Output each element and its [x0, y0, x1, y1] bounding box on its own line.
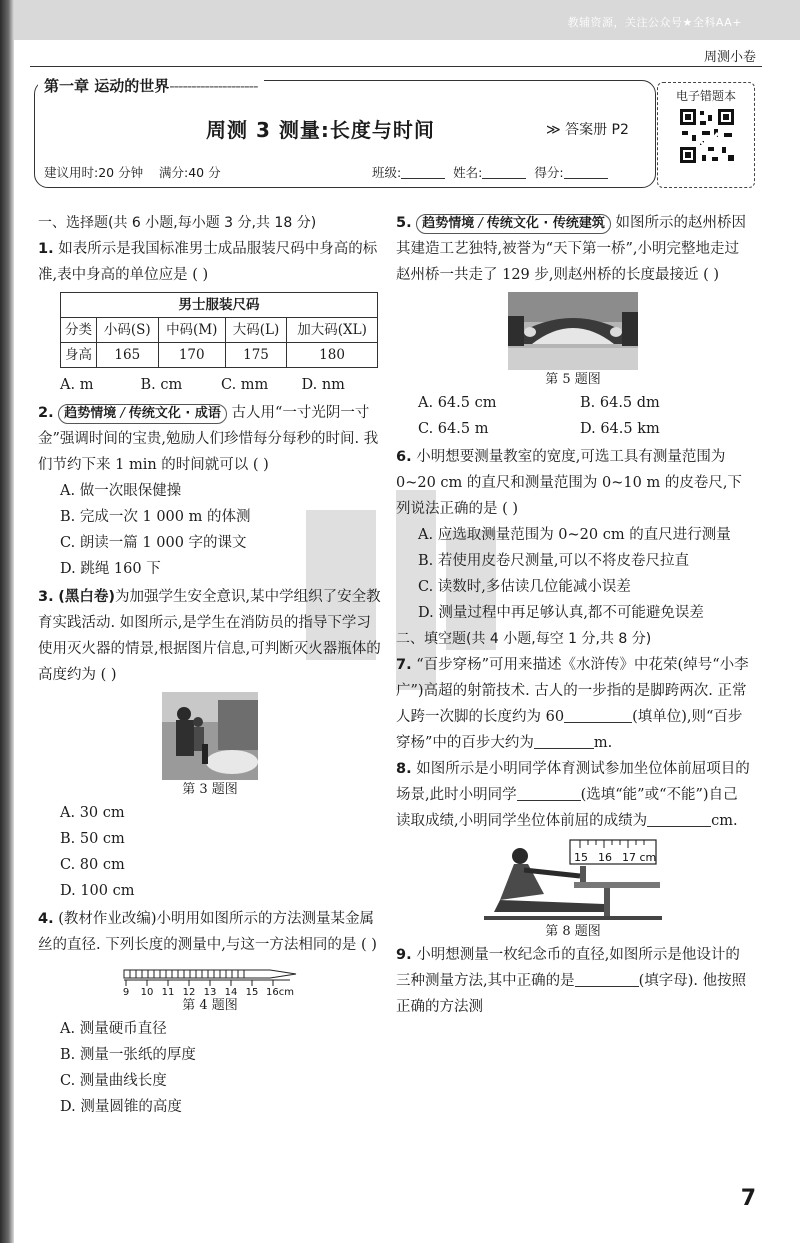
size-table-caption: 男士服装尺码 — [61, 293, 378, 318]
table-row-label: 身高 — [61, 343, 97, 368]
question-1 — [38, 236, 382, 398]
qr-code-icon[interactable] — [678, 107, 736, 165]
q4-text: 小明用如图所示的方法测量某金属丝的直径. 下列长度的测量中,与这一方法相同的是 — [38, 911, 375, 953]
right-column — [396, 210, 750, 1020]
q7-text-c: m. — [593, 735, 613, 751]
reach-ruler-label: 16 — [598, 851, 612, 864]
question-3 — [38, 584, 382, 904]
q4-option-b[interactable]: B. 测量一张纸的厚度 — [60, 1047, 196, 1063]
question-5 — [396, 210, 750, 442]
q5-option-b[interactable]: B. 64.5 dm — [580, 395, 660, 411]
name-blank[interactable] — [482, 166, 526, 179]
chapter-title: 第一章 运动的世界-------------------- — [38, 75, 264, 96]
q1-paren[interactable]: ( ) — [192, 267, 209, 283]
scan-edge — [0, 0, 14, 1243]
q9-number: 9. — [396, 947, 412, 963]
table-cell: 165 — [97, 343, 159, 368]
ruler-tick-label: 10 — [140, 987, 154, 996]
ruler-tick-label: 14 — [224, 987, 238, 996]
q9-blank-1[interactable] — [575, 972, 639, 987]
question-2 — [38, 400, 382, 582]
top-notice: 教辅资源，关注公众号★全科AA+ — [567, 16, 742, 29]
table-header-cell: 小码(S) — [97, 318, 159, 343]
q6-paren[interactable]: ( ) — [502, 501, 519, 517]
q8-number: 8. — [396, 761, 412, 777]
q3-option-b[interactable]: B. 50 cm — [60, 831, 125, 847]
q3-figure-caption: 第 3 题图 — [182, 782, 238, 797]
ruler-tick-label: 9 — [122, 987, 130, 996]
q1-option-a[interactable]: A. m — [60, 377, 94, 393]
chapter-dash: -------------------- — [169, 77, 258, 95]
q5-number: 5. — [396, 215, 412, 231]
q1-text: 如表所示是我国标准男士成品服装尺码中身高的标准,表中身高的单位应是 — [38, 241, 378, 283]
question-4 — [38, 906, 382, 1120]
q1-option-c[interactable]: C. mm — [221, 377, 269, 393]
q4-prefix: (教材作业改编) — [58, 911, 157, 927]
table-header-cell: 中码(M) — [158, 318, 225, 343]
q4-figure-caption: 第 4 题图 — [182, 998, 238, 1013]
q2-text: 古人用“一寸光阴一寸金”强调时间的宝贵,勉励人们珍惜每分每秒的时间. 我们节约下来 1 min 的时间就可以 — [38, 405, 379, 473]
class-blank[interactable] — [401, 166, 445, 179]
q3-option-a[interactable]: A. 30 cm — [60, 805, 125, 821]
q7-number: 7. — [396, 657, 412, 673]
q6-option-d[interactable]: D. 测量过程中再足够认真,都不可能避免误差 — [418, 605, 704, 621]
q8-figure-caption: 第 8 题图 — [545, 924, 601, 939]
reach-ruler-label: 15 — [574, 851, 588, 864]
q2-tag: 趋势情境 / 传统文化 · 成语 — [58, 404, 227, 424]
page-title: 周测 3 测量:长度与时间 — [206, 118, 435, 142]
q4-paren[interactable]: ( ) — [360, 937, 377, 953]
q5-options — [396, 390, 750, 442]
q3-prefix: (黑白卷) — [58, 589, 115, 605]
ruler-tick-label: 12 — [182, 987, 196, 996]
top-banner — [14, 0, 800, 40]
fire-extinguisher-photo — [162, 692, 258, 780]
q4-number: 4. — [38, 911, 54, 927]
q6-text: 小明想要测量教室的宽度,可选工具有测量范围为 0~20 cm 的直尺和测量范围为 0~10 m 的皮卷尺,下列说法正确的是 — [396, 449, 742, 517]
question-9 — [396, 942, 750, 1020]
q3-option-c[interactable]: C. 80 cm — [60, 857, 125, 873]
q1-option-d[interactable]: D. nm — [301, 377, 345, 393]
q3-text: 为加强学生安全意识,某中学组织了安全教育实践活动. 如图所示,是学生在消防员的指导下学习使用灭火器的情景,根据图片信息,可判断灭火器瓶体的高度约为 — [38, 589, 381, 683]
q4-option-c[interactable]: C. 测量曲线长度 — [60, 1073, 167, 1089]
q8-blank-2[interactable] — [647, 812, 711, 827]
q7-text-b: (填单位),则“百步穿杨”中的百步大约为 — [396, 709, 743, 751]
table-cell: 170 — [158, 343, 225, 368]
q5-option-d[interactable]: D. 64.5 km — [580, 421, 660, 437]
q6-option-c[interactable]: C. 读数时,多估读几位能减小误差 — [418, 579, 631, 595]
table-row — [61, 343, 378, 368]
q8-text-b: (选填“能”或“不能”)自己读取成绩,小明同学坐位体前屈的成绩为 — [396, 787, 738, 829]
qr-panel — [657, 82, 755, 188]
page-number: 7 — [740, 1186, 756, 1211]
q6-option-b[interactable]: B. 若使用皮卷尺测量,可以不将皮卷尺拉直 — [418, 553, 689, 569]
q1-number: 1. — [38, 241, 54, 257]
q7-blank-1[interactable] — [564, 708, 632, 723]
name-label: 姓名: — [453, 165, 483, 180]
q6-option-a[interactable]: A. 应选取测量范围为 0~20 cm 的直尺进行测量 — [418, 527, 731, 543]
size-table — [60, 292, 378, 368]
score-blank[interactable] — [564, 166, 608, 179]
section-choice: 一、选择题(共 6 小题,每小题 3 分,共 18 分) — [38, 215, 317, 231]
q3-options — [38, 800, 382, 904]
q2-paren[interactable]: ( ) — [252, 457, 269, 473]
sit-and-reach-figure — [484, 838, 662, 922]
q9-text-b: (填字母). 他按照正确的方法测 — [396, 973, 747, 1015]
answer-reference: ≫ 答案册 P2 — [546, 122, 629, 138]
zhaozhou-bridge-photo — [508, 292, 638, 370]
full-score: 满分:40 分 — [159, 165, 221, 180]
q2-option-c[interactable]: C. 朗读一篇 1 000 字的课文 — [60, 535, 247, 551]
section-fill: 二、填空题(共 4 小题,每空 1 分,共 8 分) — [396, 631, 652, 647]
q5-text: 如图所示的赵州桥因其建造工艺独特,被誉为“天下第一桥”,小明完整地走过赵州桥一共走了 129 步,则赵州桥的长度最接近 — [396, 215, 746, 283]
q4-option-a[interactable]: A. 测量硬币直径 — [60, 1021, 167, 1037]
suggested-time: 建议用时:20 分钟 — [44, 165, 144, 180]
size-table-header — [61, 318, 378, 343]
q5-option-a[interactable]: A. 64.5 cm — [418, 395, 497, 411]
q1-options — [38, 372, 382, 398]
q1-option-b[interactable]: B. cm — [140, 377, 183, 393]
table-header-cell: 加大码(XL) — [287, 318, 378, 343]
q3-number: 3. — [38, 589, 54, 605]
q8-blank-1[interactable] — [517, 786, 581, 801]
meta-right — [372, 163, 608, 181]
table-header-cell: 大码(L) — [225, 318, 286, 343]
q5-option-c[interactable]: C. 64.5 m — [418, 421, 489, 437]
ruler-tick-label: 11 — [161, 987, 175, 996]
q2-option-b[interactable]: B. 完成一次 1 000 m 的体测 — [60, 509, 251, 525]
table-cell: 180 — [287, 343, 378, 368]
q7-text-a: “百步穿杨”可用来描述《水浒传》中花荣(绰号“小李广”)高超的射箭技术. 古人的一步指的是脚跨两次. 正常人跨一次脚的长度约为 60 — [396, 657, 749, 725]
qr-label: 电子错题本 — [675, 89, 736, 103]
question-6 — [396, 444, 750, 626]
q8-text-a: 如图所示是小明同学体育测试参加坐位体前屈项目的场景,此时小明同学 — [396, 761, 750, 803]
ruler-tick-label: 13 — [203, 987, 217, 996]
meta-left — [44, 163, 221, 181]
header-label: 周测小卷 — [703, 50, 756, 65]
q8-text-c: cm. — [711, 813, 738, 829]
ruler-tick-label: 15 — [245, 987, 259, 996]
q5-figure-caption: 第 5 题图 — [545, 372, 601, 387]
left-column — [38, 210, 382, 1120]
score-label: 得分: — [534, 165, 564, 180]
reach-ruler-label: 17 cm — [622, 851, 657, 864]
header-divider — [30, 66, 762, 67]
q3-paren[interactable]: ( ) — [100, 667, 117, 683]
q9-text-a: 小明想测量一枚纪念币的直径,如图所示是他设计的三种测量方法,其中正确的是 — [396, 947, 740, 989]
class-label: 班级: — [372, 165, 402, 180]
question-7 — [396, 652, 750, 756]
q6-number: 6. — [396, 449, 412, 465]
wire-ruler-figure — [120, 962, 300, 996]
q7-blank-2[interactable] — [534, 734, 594, 749]
q5-tag: 趋势情境 / 传统文化 · 传统建筑 — [416, 214, 611, 234]
q3-option-d[interactable]: D. 100 cm — [60, 883, 135, 899]
q4-option-d[interactable]: D. 测量圆锥的高度 — [60, 1099, 182, 1115]
question-8 — [396, 756, 750, 942]
q2-number: 2. — [38, 405, 54, 421]
q2-option-a[interactable]: A. 做一次眼保健操 — [60, 483, 182, 499]
ruler-tick-label: 16cm — [266, 987, 294, 996]
table-header-cell: 分类 — [61, 318, 97, 343]
q5-paren[interactable]: ( ) — [703, 267, 720, 283]
q2-option-d[interactable]: D. 跳绳 160 下 — [60, 561, 161, 577]
table-cell: 175 — [225, 343, 286, 368]
